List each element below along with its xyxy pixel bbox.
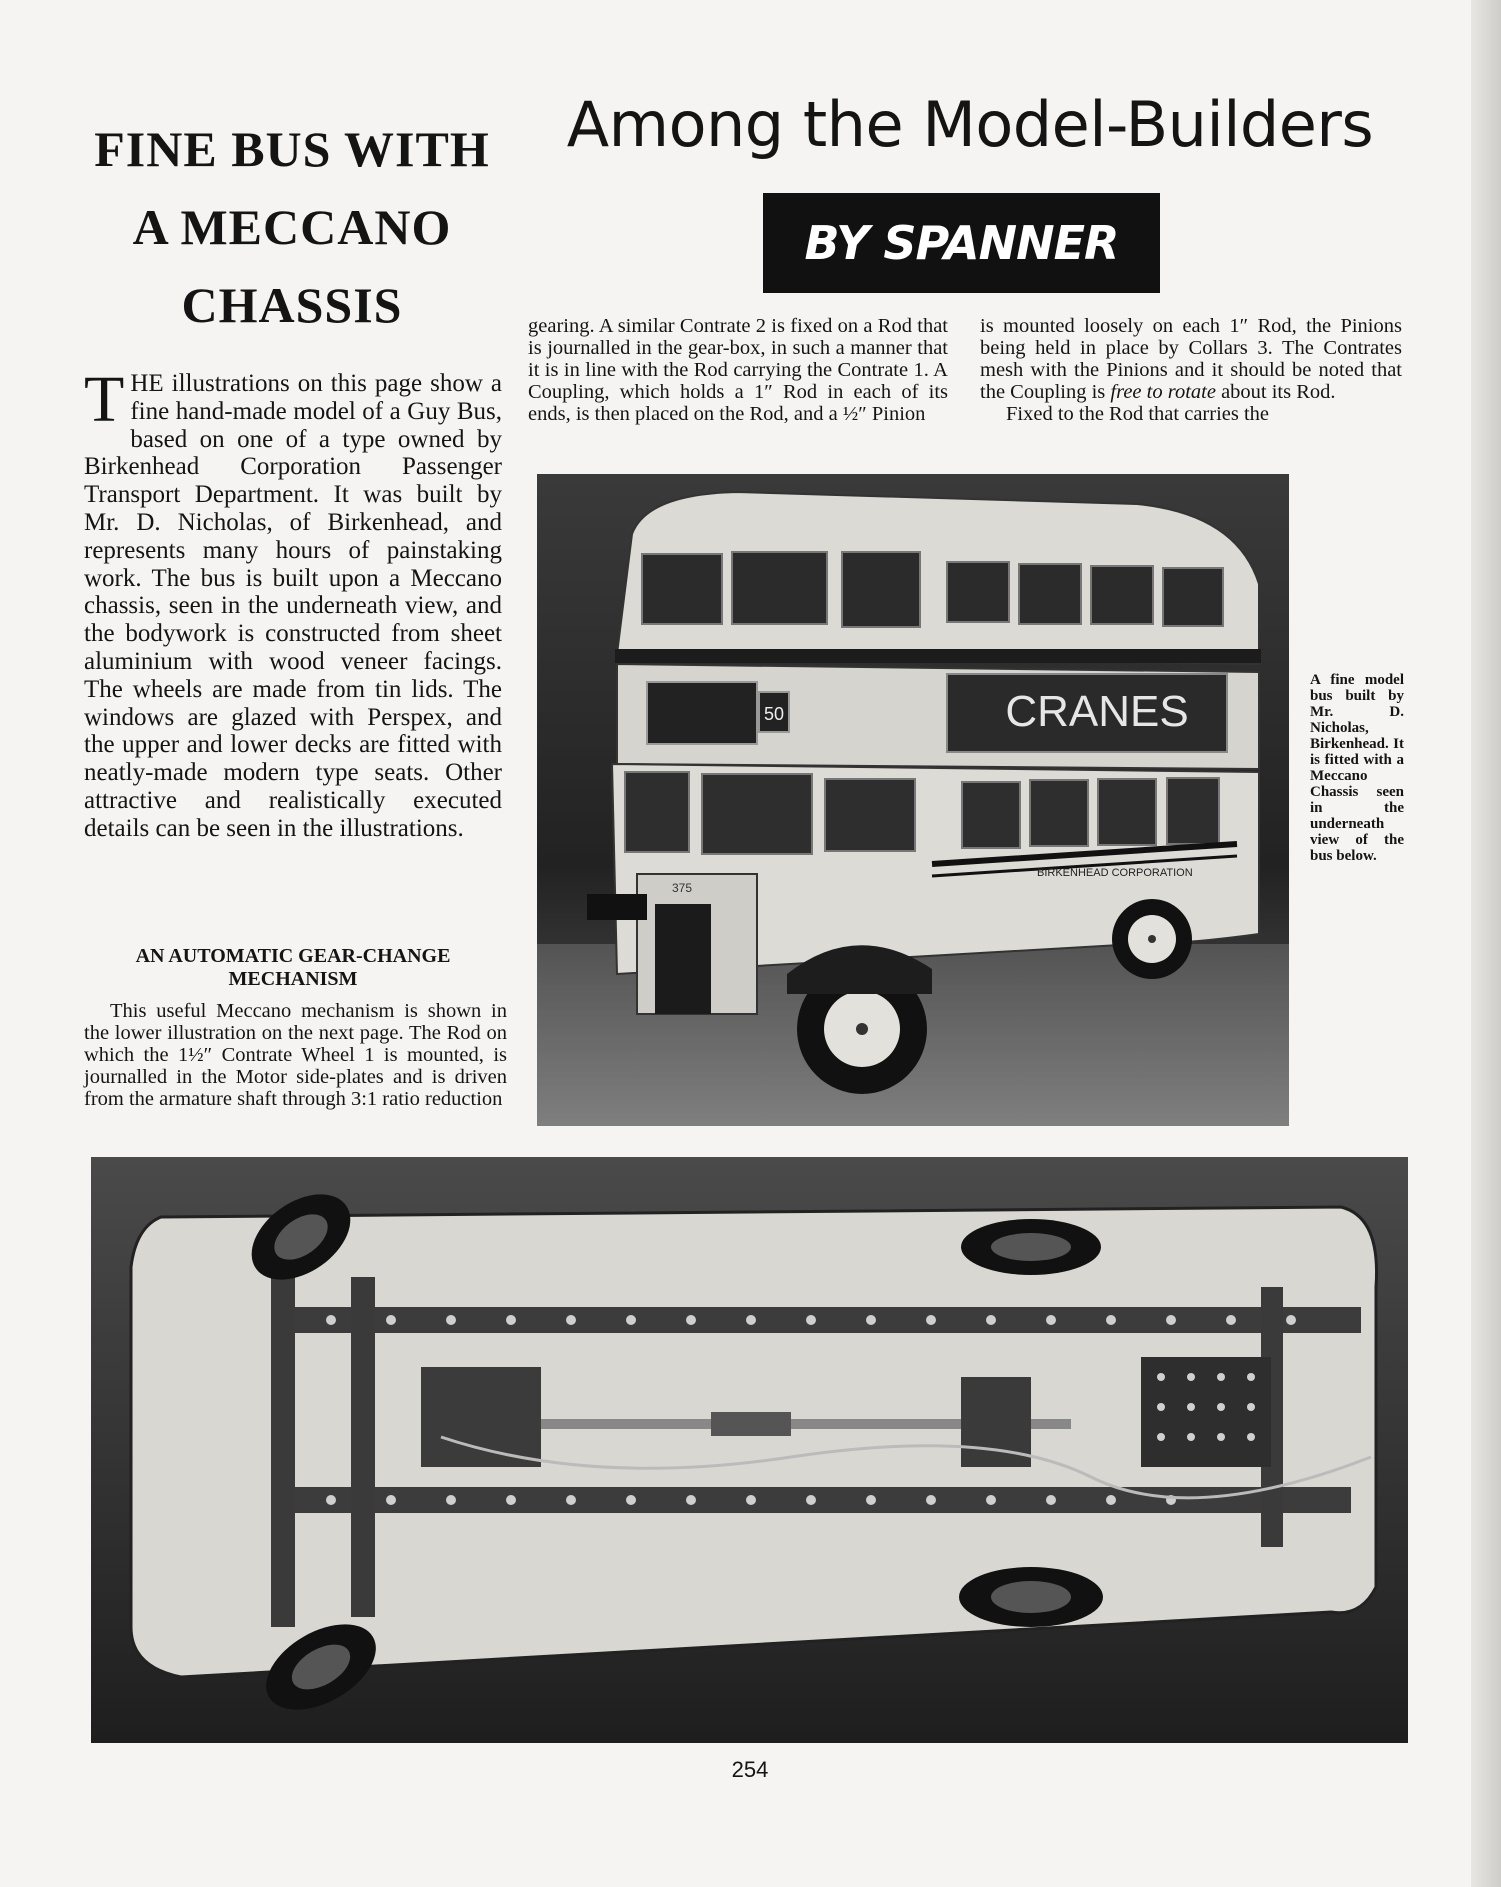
- right-column: [980, 315, 1402, 425]
- article-title: [72, 110, 512, 344]
- mechanism-paragraph: This useful Meccano mechanism is shown in the lower illustration on the next page. The Rod on which the 1½″ Contrate Wheel 1 is mounted, is journalled in the Motor side-plates and is driven from the armature shaft through 3:1 ratio reduction: [84, 1000, 507, 1110]
- byline-text: BY SPANNER: [804, 216, 1119, 270]
- byline-banner: [763, 193, 1160, 293]
- page-edge-shadow: [1471, 0, 1501, 1887]
- right-paragraph: [980, 315, 1402, 403]
- intro-column: [84, 363, 502, 843]
- page-number: 254: [731, 1757, 769, 1782]
- drop-cap: T: [84, 363, 125, 436]
- subhead-line-2: MECHANISM: [228, 968, 358, 990]
- mechanism-column: [84, 1000, 507, 1110]
- photo-caption: A fine model bus built by Mr. D. Nicholas, Birkenhead. It is fitted with a Meccano Chassis seen in the underneath view of the bus below.: [1310, 672, 1404, 864]
- page-title: Among the Model-Builders: [566, 88, 1374, 161]
- right-text-italic: free to rotate: [1110, 381, 1216, 403]
- chassis-illustration: [91, 1157, 1408, 1743]
- title-line-2: A MECCANO: [132, 199, 452, 255]
- right-text-b: about its Rod.: [1215, 381, 1336, 403]
- title-line-3: CHASSIS: [181, 277, 403, 333]
- middle-paragraph: gearing. A similar Contrate 2 is fixed on a Rod that is journalled in the gear-box, in such a manner that it is in line with the Rod carrying the Contrate 1. A Coupling, which holds a 1″ Rod in each of its ends, is then placed on the Rod, and a ½″ Pinion: [528, 315, 948, 425]
- bus-photo: [537, 474, 1289, 1126]
- title-line-1: FINE BUS WITH: [94, 121, 490, 177]
- subhead-line-1: AN AUTOMATIC GEAR-CHANGE: [135, 945, 451, 967]
- intro-paragraph: [84, 363, 502, 843]
- route-number: 50: [763, 704, 785, 724]
- operator-text: BIRKENHEAD CORPORATION: [1037, 867, 1193, 879]
- fleet-number: 375: [672, 881, 693, 895]
- intro-text: HE illustrations on this page show a fine hand-made model of a Guy Bus, based on one of a type owned by Birkenhead Corporation Passenger Transport Department. It was built by Mr. D. Nicholas, of Birkenhead, and represents many hours of painstaking work. The bus is built upon a Meccano chassis, seen in the underneath view, and the bodywork is constructed from sheet aluminium with wood veneer facings. The wheels are made from tin lids. The windows are glazed with Perspex, and the upper and lower decks are fitted with neatly-made modern type seats. Other attractive and realistically executed details can be seen in the illustrations.: [84, 370, 502, 842]
- chassis-photo: [91, 1157, 1408, 1743]
- right-text-a: is mounted loosely on each 1″ Rod, the Pinions being held in place by Collars 3. The Contrates mesh with the Pinions and it should be noted that the Coupling is: [980, 315, 1402, 403]
- bus-illustration: [537, 474, 1289, 1126]
- section-subhead: [84, 945, 502, 991]
- advert-text: CRANES: [1005, 687, 1189, 736]
- right-paragraph-2: Fixed to the Rod that carries the: [1006, 403, 1270, 425]
- middle-column: [528, 315, 948, 425]
